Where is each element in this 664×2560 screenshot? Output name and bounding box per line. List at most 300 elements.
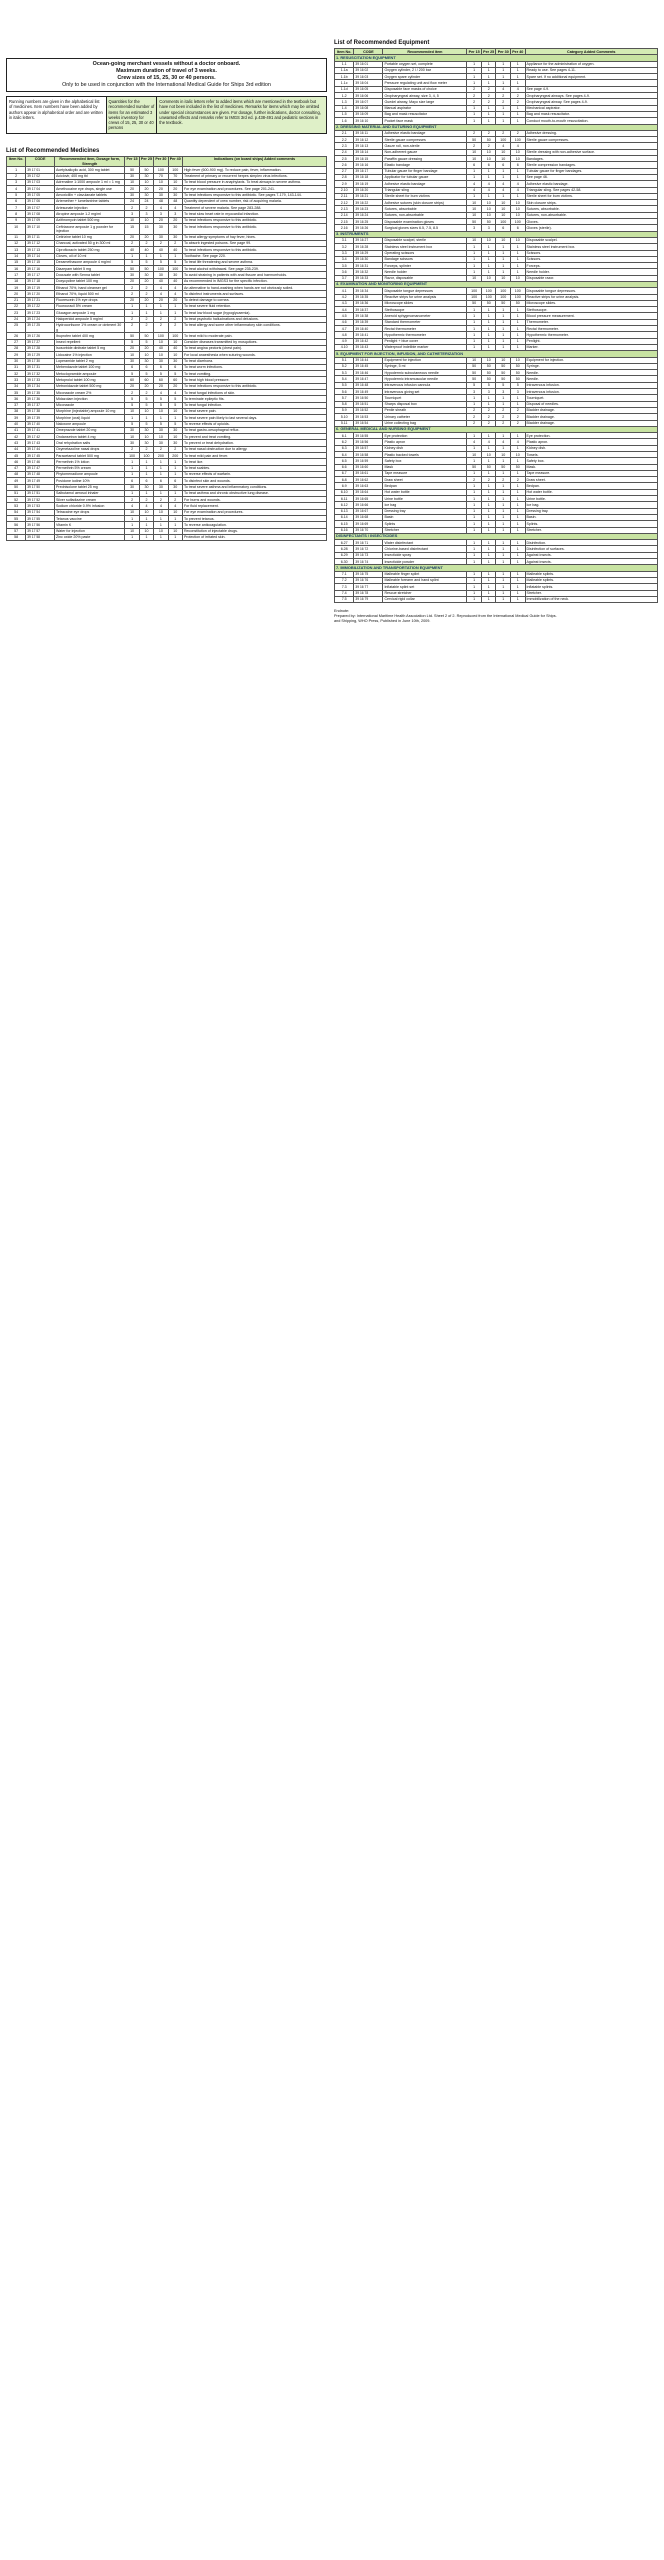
item-quantity: 1 — [496, 326, 511, 332]
item-indication: Bladder drainage. — [525, 414, 657, 420]
item-number: 5.10 — [335, 414, 354, 420]
item-quantity: 1 — [496, 496, 511, 502]
item-code: 39 17 01 — [26, 167, 55, 173]
item-name: Naloxone ampoule — [54, 421, 124, 427]
item-quantity: 3 — [481, 225, 496, 231]
col-ind: Category Added Comments — [525, 49, 657, 55]
item-quantity: 40 — [125, 247, 139, 253]
item-quantity: 2 — [467, 477, 482, 483]
item-quantity: 30 — [139, 427, 153, 433]
item-code: 39 17 17 — [26, 272, 55, 278]
item-number: 56 — [7, 522, 26, 528]
item-quantity: 3 — [481, 389, 496, 395]
item-quantity: 1 — [168, 415, 182, 421]
item-quantity: 1 — [511, 514, 526, 520]
col-q25: Per 25 — [139, 156, 153, 167]
item-number: 46 — [7, 459, 26, 465]
item-number: 4.10 — [335, 344, 354, 350]
item-name: Miconazole — [54, 402, 124, 408]
item-quantity: 2 — [125, 205, 139, 211]
item-indication: For burns and wounds. — [182, 497, 326, 503]
item-quantity: 1 — [481, 332, 496, 338]
item-indication: Splints. — [525, 521, 657, 527]
item-quantity: 6 — [496, 162, 511, 168]
item-indication: Needle holder. — [525, 269, 657, 275]
item-quantity: 1 — [511, 313, 526, 319]
item-quantity: 10 — [139, 408, 153, 414]
item-quantity: 4 — [168, 503, 182, 509]
item-number: 21 — [7, 297, 26, 303]
item-code: 39 17 11 — [26, 234, 55, 240]
item-quantity: 1 — [467, 263, 482, 269]
item-quantity: 5 — [168, 259, 182, 265]
item-quantity: 6 — [496, 225, 511, 231]
intro-col-1: Running numbers are given in the alphabetical list of medicines. Item numbers have been added by authors appear in alphabetical order and are written in italic letters. — [7, 97, 107, 133]
item-name: Povidone iodine 10% — [54, 478, 124, 484]
item-quantity: 50 — [481, 300, 496, 306]
col-q15: Per 15 — [125, 156, 139, 167]
item-code: 39 16 27 — [354, 237, 383, 243]
item-quantity: 4 — [125, 503, 139, 509]
item-quantity: 2 — [125, 390, 139, 396]
item-quantity: 100 — [496, 137, 511, 143]
item-indication: Mask. — [525, 464, 657, 470]
item-number: 6.28 — [335, 546, 354, 552]
item-quantity: 10 — [467, 200, 482, 206]
item-name: Rectal thermometer — [383, 326, 467, 332]
item-indication: To detect damage to cornea. — [182, 297, 326, 303]
item-code: 39 16 39 — [354, 319, 383, 325]
item-quantity: 1 — [481, 395, 496, 401]
item-name: Hot water bottle — [383, 489, 467, 495]
item-number: 4.8 — [335, 332, 354, 338]
item-quantity: 30 — [154, 192, 168, 198]
item-indication: To treat severe asthma and inflammatory conditions. — [182, 484, 326, 490]
item-quantity: 1 — [511, 263, 526, 269]
header-line: Crew sizes of 15, 25, 30 or 40 persons. — [117, 75, 216, 81]
item-indication: Sterile dressing with non-adhesive surface. — [525, 149, 657, 155]
item-quantity: 1 — [496, 401, 511, 407]
header-line: Ocean-going merchant vessels without a doctor onboard. — [92, 61, 241, 67]
item-number: 18 — [7, 278, 26, 284]
item-number: 47 — [7, 465, 26, 471]
item-name: Disposable scalpel, sterile — [383, 237, 467, 243]
item-quantity: 2 — [125, 240, 139, 246]
item-quantity: 1 — [496, 168, 511, 174]
equipment-section-title: List of Recommended Equipment — [334, 40, 430, 46]
item-number: 40 — [7, 421, 26, 427]
item-quantity: 2 — [481, 86, 496, 92]
item-code: 39 16 01 — [354, 61, 383, 67]
item-number: 30 — [7, 358, 26, 364]
item-quantity: 1 — [467, 168, 482, 174]
item-quantity: 10 — [481, 212, 496, 218]
item-quantity: 1 — [511, 256, 526, 262]
item-quantity: 10 — [125, 528, 139, 534]
item-quantity: 1 — [481, 105, 496, 111]
item-number: 6.5 — [335, 458, 354, 464]
item-quantity: 30 — [139, 272, 153, 278]
item-name: Intravenous infusion cannula — [383, 382, 467, 388]
item-quantity: 100 — [154, 333, 168, 339]
item-quantity: 1 — [496, 540, 511, 546]
item-quantity: 1 — [481, 344, 496, 350]
item-quantity: 70 — [168, 173, 182, 179]
item-indication: To treat severe pain. — [182, 408, 326, 414]
item-name: Hypothermic thermometer — [383, 332, 467, 338]
item-indication: Inflatable splints. — [525, 584, 657, 590]
item-quantity: 1 — [139, 415, 153, 421]
item-quantity: 50 — [467, 370, 482, 376]
item-quantity: 1 — [125, 303, 139, 309]
item-quantity: 1 — [481, 338, 496, 344]
item-code: 39 17 21 — [26, 297, 55, 303]
item-quantity: 50 — [511, 376, 526, 382]
item-number: 3.1 — [335, 237, 354, 243]
item-quantity: 5 — [154, 396, 168, 402]
item-quantity: 4 — [511, 439, 526, 445]
item-quantity: 2 — [139, 285, 153, 291]
item-name: Ibuprofen tablet 400 mg — [54, 333, 124, 339]
item-number: 4.3 — [335, 300, 354, 306]
item-quantity: 2 — [139, 291, 153, 297]
item-indication: Malleable splints. — [525, 571, 657, 577]
item-quantity: 4 — [168, 205, 182, 211]
item-quantity: 50 — [481, 363, 496, 369]
item-quantity: 2 — [496, 477, 511, 483]
item-indication: Treatment of severe malaria. See page 283-288. — [182, 205, 326, 211]
item-quantity: 10 — [467, 357, 482, 363]
item-code: 39 17 25 — [26, 322, 55, 333]
item-number: 5.8 — [335, 401, 354, 407]
item-quantity: 100 — [139, 453, 153, 459]
item-quantity: 30 — [168, 358, 182, 364]
item-name: Elastic bandage — [383, 162, 467, 168]
item-quantity: 20 — [139, 345, 153, 351]
item-indication: Syringe. — [525, 363, 657, 369]
item-number: 27 — [7, 339, 26, 345]
item-quantity: 1 — [467, 256, 482, 262]
item-number: 5 — [7, 192, 26, 198]
item-quantity: 1 — [511, 401, 526, 407]
item-name: Stainless steel instrument box — [383, 244, 467, 250]
item-quantity: 1 — [467, 483, 482, 489]
item-number: 6.27 — [335, 540, 354, 546]
item-code: 39 16 59 — [354, 458, 383, 464]
item-quantity: 50 — [139, 167, 153, 173]
item-name: Tubular gauze for finger bandage — [383, 168, 467, 174]
item-code: 39 16 65 — [354, 496, 383, 502]
item-code: 39 16 52 — [354, 407, 383, 413]
item-quantity: 1 — [481, 326, 496, 332]
item-name: Water for injection — [54, 528, 124, 534]
item-code: 39 17 18 — [26, 278, 55, 284]
item-name: Sutures, non-absorbable — [383, 212, 467, 218]
item-number: 6.4 — [335, 452, 354, 458]
item-code: 39 16 75 — [354, 571, 383, 577]
item-quantity: 30 — [139, 440, 153, 446]
item-quantity: 10 — [496, 206, 511, 212]
item-number: 24 — [7, 316, 26, 322]
item-number: 2.12 — [335, 200, 354, 206]
item-quantity: 2 — [139, 446, 153, 452]
item-indication: To treat blood pressure in anaphylaxis. To treat airways in severe asthma. — [182, 179, 326, 185]
item-name: Needle holder — [383, 269, 467, 275]
item-code: 39 16 11 — [354, 130, 383, 136]
item-quantity: 10 — [125, 408, 139, 414]
item-indication: Safety box. — [525, 458, 657, 464]
item-quantity: 1 — [467, 244, 482, 250]
item-indication: Adhesive dressing. — [525, 130, 657, 136]
item-number: 6.12 — [335, 502, 354, 508]
item-quantity: 1 — [481, 61, 496, 67]
item-quantity: 1 — [496, 489, 511, 495]
item-name: Oral rehydration salts — [54, 440, 124, 446]
item-quantity: 1 — [496, 584, 511, 590]
item-quantity: 1 — [511, 527, 526, 533]
item-quantity: 1 — [511, 74, 526, 80]
item-code: 39 16 51 — [354, 401, 383, 407]
item-quantity: 50 — [467, 363, 482, 369]
item-name: Haloperidol ampoule 5 mg/ml — [54, 316, 124, 322]
item-quantity: 50 — [496, 464, 511, 470]
item-name: Fluorouracil 5% cream — [54, 303, 124, 309]
item-quantity: 50 — [125, 167, 139, 173]
item-quantity: 1 — [467, 552, 482, 558]
item-quantity: 50 — [139, 266, 153, 272]
item-indication: Consider diseases transmitted by mosquitoes. — [182, 339, 326, 345]
item-quantity: 1 — [496, 313, 511, 319]
item-indication: To treat worm infections. — [182, 364, 326, 370]
item-name: Isosorbide dinitrate tablet 5 mg — [54, 345, 124, 351]
item-name: Intravenous giving set — [383, 389, 467, 395]
item-quantity: 2 — [168, 316, 182, 322]
item-number: 6.30 — [335, 559, 354, 565]
item-code: 39 16 08 — [354, 105, 383, 111]
item-quantity: 1 — [125, 415, 139, 421]
item-quantity: 10 — [168, 179, 182, 185]
item-quantity: 3 — [154, 211, 168, 217]
item-number: 5.9 — [335, 407, 354, 413]
item-code: 39 16 18 — [354, 174, 383, 180]
item-quantity: 10 — [125, 217, 139, 223]
group-title: 3. INSTRUMENTS — [335, 231, 658, 237]
item-quantity: 4 — [154, 503, 168, 509]
item-name: Hydrocortisone 1% cream or ointment 30 g — [54, 322, 124, 333]
item-indication: See page 46. — [525, 174, 657, 180]
item-name: Paracetamol tablet 500 mg — [54, 453, 124, 459]
item-quantity: 1 — [481, 496, 496, 502]
item-code: 39 17 31 — [26, 364, 55, 370]
item-name: Ciprofloxacin tablet 250 mg — [54, 247, 124, 253]
item-indication: To treat mild to moderate pain. — [182, 333, 326, 339]
item-quantity: 1 — [496, 193, 511, 199]
item-number: 2.5 — [335, 156, 354, 162]
item-quantity: 1 — [467, 521, 482, 527]
item-indication: Disposal of needles. — [525, 401, 657, 407]
item-quantity: 200 — [154, 453, 168, 459]
item-quantity: 50 — [481, 370, 496, 376]
item-indication: Reactive strips for urine analysis. — [525, 294, 657, 300]
item-quantity: 30 — [125, 440, 139, 446]
item-quantity: 10 — [154, 352, 168, 358]
item-quantity: 40 — [154, 247, 168, 253]
item-quantity: 10 — [467, 212, 482, 218]
item-quantity: 1 — [496, 174, 511, 180]
item-name: Oxymetazoline nasal drops — [54, 446, 124, 452]
item-indication: High fever (600-900 mg). To reduce pain, fever, inflammation. — [182, 167, 326, 173]
item-code: 39 16 21 — [354, 193, 383, 199]
item-name: Cloves, oil of 10 ml — [54, 253, 124, 259]
item-name: Phytomenadione ampoule — [54, 471, 124, 477]
item-code: 39 17 54 — [26, 509, 55, 515]
item-quantity: 10 — [481, 200, 496, 206]
item-quantity: 5 — [168, 402, 182, 408]
item-name: Penile sheath — [383, 407, 467, 413]
item-code: 39 16 76 — [354, 577, 383, 583]
item-quantity: 1 — [168, 465, 182, 471]
item-number: 25 — [7, 322, 26, 333]
item-quantity: 2 — [168, 446, 182, 452]
item-quantity: 1 — [467, 489, 482, 495]
item-code: 39 16 10 — [354, 118, 383, 124]
item-indication: Penlight. — [525, 338, 657, 344]
equipment-table — [334, 48, 658, 603]
item-quantity: 1 — [496, 332, 511, 338]
item-quantity: 20 — [154, 297, 168, 303]
item-code: 39 16 33 — [354, 275, 383, 281]
item-quantity: 1 — [511, 269, 526, 275]
item-quantity: 100 — [511, 288, 526, 294]
item-quantity: 1 — [511, 508, 526, 514]
item-quantity: 1 — [496, 445, 511, 451]
item-quantity: 1 — [511, 250, 526, 256]
item-indication: To avoid straining in patients with anal fissure and haemorrhoids. — [182, 272, 326, 278]
item-code: 39 17 52 — [26, 497, 55, 503]
item-quantity: 6 — [481, 162, 496, 168]
item-quantity: 5 — [168, 396, 182, 402]
item-indication: Bag and mask resuscitator. — [525, 111, 657, 117]
item-quantity: 5 — [125, 339, 139, 345]
col-q25: Per 25 — [483, 49, 495, 54]
item-quantity: 1 — [496, 470, 511, 476]
item-indication: Stretcher. — [525, 590, 657, 596]
item-indication: Sterile sheet for burn victims. — [525, 193, 657, 199]
item-code: 39 17 08 — [26, 211, 55, 217]
item-quantity: 3 — [168, 211, 182, 217]
table-row — [7, 534, 327, 540]
item-indication: Gloves (sterile). — [525, 225, 657, 231]
item-name: Hypodermic intramuscular needle — [383, 376, 467, 382]
item-name: Insecticide spray — [383, 552, 467, 558]
item-quantity: 1 — [481, 514, 496, 520]
item-indication: Bladder drainage. — [525, 407, 657, 413]
group-title: 7. IMMOBILIZATION AND TRANSPORTATION EQUIPMENT — [335, 565, 658, 571]
item-name: Insecticide powder — [383, 559, 467, 565]
item-quantity: 1 — [139, 310, 153, 316]
item-code: 39 16 78 — [354, 590, 383, 596]
header-box — [6, 58, 327, 92]
item-number: 6.11 — [335, 496, 354, 502]
item-quantity: 1 — [168, 534, 182, 540]
item-quantity: 3 — [511, 389, 526, 395]
item-quantity: 1 — [496, 502, 511, 508]
item-code: 39 16 77 — [354, 584, 383, 590]
item-quantity: 30 — [154, 484, 168, 490]
item-name: Aneroid sphygmomanometer — [383, 313, 467, 319]
medicines-header-row — [7, 156, 327, 167]
item-indication: For eye examination and procedures. See page 201-241. — [182, 186, 326, 192]
item-quantity: 5 — [154, 259, 168, 265]
item-code: 39 17 40 — [26, 421, 55, 427]
item-quantity: 1 — [125, 471, 139, 477]
item-quantity: 2 — [139, 497, 153, 503]
item-quantity: 1 — [481, 118, 496, 124]
item-quantity: 20 — [154, 383, 168, 389]
item-quantity: 50 — [511, 370, 526, 376]
item-code: 39 16 29 — [354, 250, 383, 256]
item-quantity: 2 — [496, 420, 511, 426]
item-name: Sutures, absorbable — [383, 206, 467, 212]
item-quantity: 1 — [511, 118, 526, 124]
item-quantity: 6 — [511, 162, 526, 168]
item-indication: Sterile compression bandages. — [525, 162, 657, 168]
item-code: 39 17 22 — [26, 303, 55, 309]
item-code: 39 17 50 — [26, 484, 55, 490]
item-number: 6.13 — [335, 508, 354, 514]
item-code: 39 16 26 — [354, 225, 383, 231]
item-quantity: 4 — [511, 181, 526, 187]
item-quantity: 4 — [511, 143, 526, 149]
item-name: Paraffin gauze dressing — [383, 156, 467, 162]
item-indication: Bedpan. — [525, 483, 657, 489]
item-quantity: 40 — [168, 247, 182, 253]
item-indication: To treat mild pain and fever. — [182, 453, 326, 459]
item-quantity: 3 — [139, 211, 153, 217]
item-quantity: 50 — [481, 137, 496, 143]
item-quantity: 2 — [125, 497, 139, 503]
item-name: Applicator for tubular gauze — [383, 174, 467, 180]
item-quantity: 30 — [125, 192, 139, 198]
item-quantity: 2 — [154, 446, 168, 452]
item-quantity: 48 — [168, 198, 182, 204]
item-quantity: 10 — [154, 179, 168, 185]
item-quantity: 1 — [481, 458, 496, 464]
item-quantity: 1 — [481, 319, 496, 325]
item-indication: Oropharyngeal airway. See pages 4-9. — [525, 99, 657, 105]
item-quantity: 2 — [511, 130, 526, 136]
item-quantity: 60 — [125, 377, 139, 383]
item-quantity: 4 — [139, 503, 153, 509]
item-code: 39 17 07 — [26, 205, 55, 211]
item-quantity: 100 — [467, 294, 482, 300]
item-code: 39 16 42 — [354, 338, 383, 344]
item-name: Mebendazole tablet 100 mg — [54, 364, 124, 370]
item-quantity: 1 — [125, 253, 139, 259]
item-number: 3.4 — [335, 256, 354, 262]
item-quantity: 1 — [481, 74, 496, 80]
item-quantity: 6 — [467, 162, 482, 168]
item-number: 42 — [7, 434, 26, 440]
item-quantity: 1 — [467, 514, 482, 520]
item-indication: Intravenous infusion. — [525, 382, 657, 388]
item-code: 39 17 58 — [26, 534, 55, 540]
item-number: 17 — [7, 272, 26, 278]
item-number: 7.4 — [335, 590, 354, 596]
item-name: Docusate with Senna tablet — [54, 272, 124, 278]
item-number: 1.6 — [335, 118, 354, 124]
item-name: Portable oxygen set, complete — [383, 61, 467, 67]
